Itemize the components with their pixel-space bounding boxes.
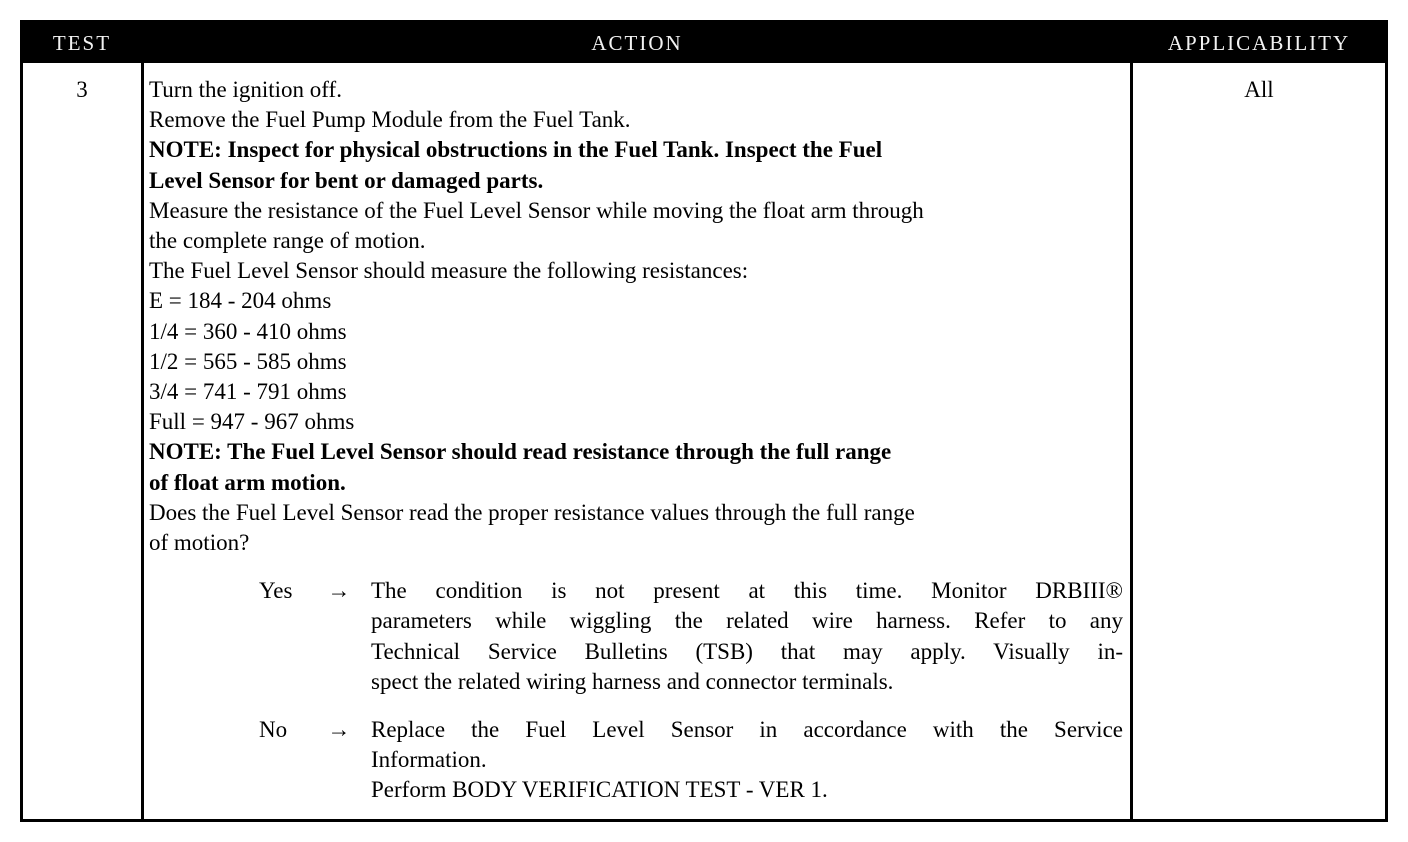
header-applicability: APPLICABILITY xyxy=(1167,31,1351,55)
diagnostic-test-table xyxy=(20,20,1388,822)
column-divider-action-applicability xyxy=(1130,63,1133,819)
outcome-label: Yes xyxy=(259,578,293,604)
note-line: NOTE: Inspect for physical obstructions in the Fuel Tank. Inspect the Fuel xyxy=(149,137,883,163)
instruction-line: 3/4 = 741 - 791 ohms xyxy=(149,379,347,405)
instruction-line: The Fuel Level Sensor should measure the following resistances: xyxy=(149,258,749,284)
outcome-text xyxy=(371,715,1123,806)
header-action: ACTION xyxy=(591,31,683,55)
header-test: TEST xyxy=(52,31,112,55)
instruction-line: Remove the Fuel Pump Module from the Fuel Tank. xyxy=(149,107,631,133)
outcome-text-line: The condition is not present at this time. Monitor DRBIII® xyxy=(371,578,1123,604)
outcome-text-line: spect the related wiring harness and connector terminals. xyxy=(371,668,894,694)
outcome-text-line: Replace the Fuel Level Sensor in accordance with the Service xyxy=(371,717,1123,743)
outcome-yes xyxy=(149,576,1123,697)
instruction-line: Turn the ignition off. xyxy=(149,77,342,102)
instruction-line: Full = 947 - 967 ohms xyxy=(149,409,355,435)
outcome-no xyxy=(149,715,1123,806)
outcome-text-line: Technical Service Bulletins (TSB) that may apply. Visually in- xyxy=(371,638,1123,664)
instruction-line: the complete range of motion. xyxy=(149,228,426,254)
outcome-text-line: Perform BODY VERIFICATION TEST - VER 1. xyxy=(371,777,828,803)
arrow-right-icon: → xyxy=(327,717,351,743)
action-instructions xyxy=(149,75,1123,558)
test-number: 3 xyxy=(76,77,88,102)
instruction-line: 1/4 = 360 - 410 ohms xyxy=(149,318,347,344)
note-line: of float arm motion. xyxy=(149,469,346,495)
arrow-right-icon: → xyxy=(327,578,351,604)
action-cell xyxy=(149,75,1123,806)
instruction-line: 1/2 = 565 - 585 ohms xyxy=(149,348,347,374)
instruction-line: Measure the resistance of the Fuel Level Sensor while moving the float arm through xyxy=(149,197,924,223)
outcome-label: No xyxy=(259,717,288,743)
table-header-row xyxy=(23,23,1385,63)
note-line: NOTE: The Fuel Level Sensor should read resistance through the full range xyxy=(149,439,892,465)
instruction-line: E = 184 - 204 ohms xyxy=(149,288,332,314)
instruction-line: Does the Fuel Level Sensor read the proper resistance values through the full range xyxy=(149,499,915,525)
column-divider-test-action xyxy=(141,63,144,819)
outcome-list xyxy=(149,576,1123,805)
instruction-line: of motion? xyxy=(149,530,250,556)
outcome-text-line: parameters while wiggling the related wire harness. Refer to any xyxy=(371,608,1123,634)
outcome-text-line: Information. xyxy=(371,747,487,773)
outcome-text xyxy=(371,576,1123,697)
note-line: Level Sensor for bent or damaged parts. xyxy=(149,167,544,193)
applicability-value: All xyxy=(1244,77,1274,102)
